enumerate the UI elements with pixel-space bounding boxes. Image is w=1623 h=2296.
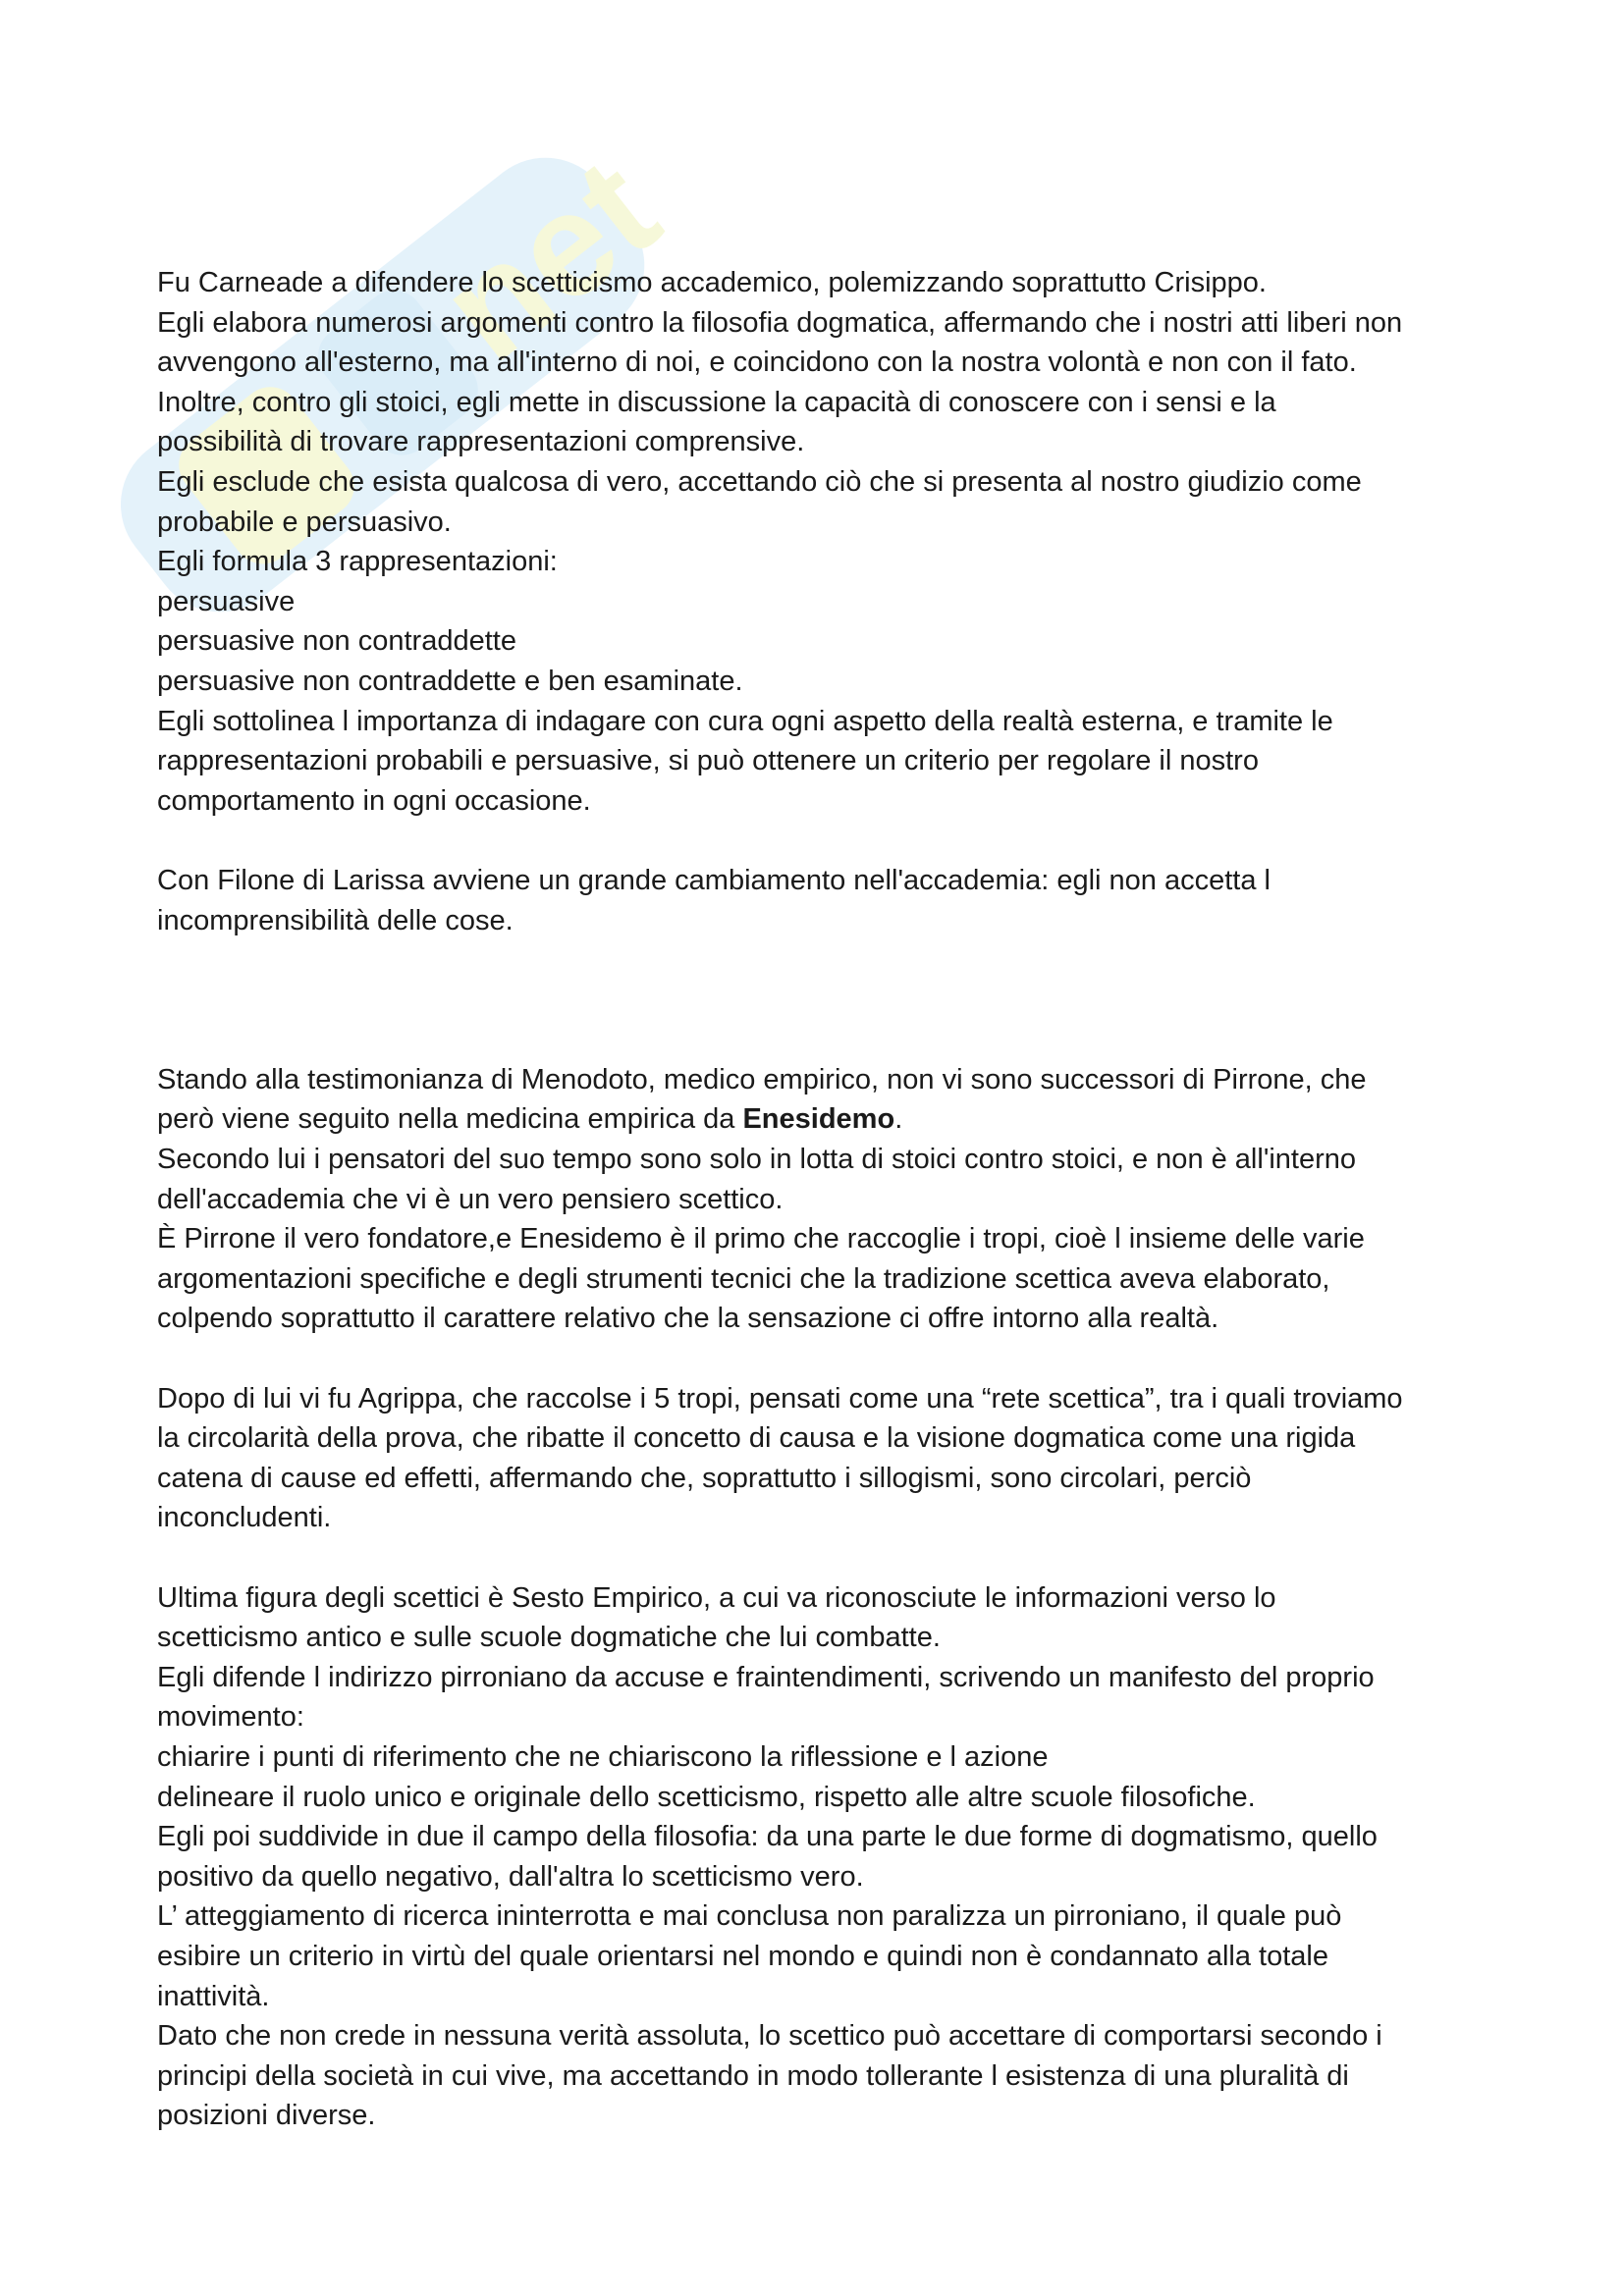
paragraph-agrippa — [157, 1379, 1492, 1538]
text-line: Egli poi suddivide in due il campo della filosofia: da una parte le due forme di dogmatismo, quello — [157, 1821, 1378, 1853]
text-line: probabile e persuasivo. — [157, 506, 452, 538]
text-line: inconcludenti. — [157, 1502, 332, 1534]
list-item: persuasive non contraddette — [157, 625, 516, 658]
bold-term: Enesidemo — [742, 1103, 895, 1136]
text-line: principi della società in cui vive, ma accettando in modo tollerante l esistenza di una pluralità di — [157, 2059, 1349, 2092]
watermark-brand-text: net — [410, 126, 687, 393]
paragraph-spacer — [157, 1339, 1492, 1379]
paragraph-sesto-empirico — [157, 1578, 1492, 2136]
text-line: rappresentazioni probabili e persuasive, si può ottenere un criterio per regolare il nostro — [157, 745, 1259, 777]
paragraph-spacer — [157, 821, 1492, 861]
text-line: L’ atteggiamento di ricerca ininterrotta e mai conclusa non paralizza un pirroniano, il quale può — [157, 1900, 1342, 1933]
text-segment: . — [894, 1103, 903, 1136]
text-line: Egli esclude che esista qualcosa di vero, accettando ciò che si presenta al nostro giudizio come — [157, 465, 1362, 498]
list-item: delineare il ruolo unico e originale dello scetticismo, rispetto alle altre scuole filosofiche. — [157, 1781, 1256, 1813]
text-line: Egli sottolinea l importanza di indagare con cura ogni aspetto della realtà esterna, e tramite le — [157, 705, 1333, 737]
list-item: persuasive non contraddette e ben esaminate. — [157, 665, 743, 697]
text-line: Egli formula 3 rappresentazioni: — [157, 546, 558, 578]
text-line: incomprensibilità delle cose. — [157, 904, 514, 936]
list-item: persuasive — [157, 585, 296, 617]
text-line: colpendo soprattutto il carattere relativo che la sensazione ci offre intorno alla realtà. — [157, 1303, 1219, 1335]
text-line: Dopo di lui vi fu Agrippa, che raccolse i 5 tropi, pensati come una “rete scettica”, tra i quali troviamo — [157, 1382, 1403, 1415]
text-line: dell'accademia che vi è un vero pensiero scettico. — [157, 1183, 784, 1215]
text-line: Inoltre, contro gli stoici, egli mette in discussione la capacità di conoscere con i sensi e la — [157, 386, 1276, 418]
text-line: Stando alla testimonianza di Menodoto, medico empirico, non vi sono successori di Pirrone, che — [157, 1063, 1367, 1095]
text-line: inattività. — [157, 1980, 270, 2012]
text-line: Con Filone di Larissa avviene un grande cambiamento nell'accademia: egli non accetta l — [157, 864, 1271, 896]
paragraph-spacer — [157, 1538, 1492, 1578]
text-line: Dato che non crede in nessuna verità assoluta, lo scettico può accettare di comportarsi secondo i — [157, 2020, 1382, 2053]
text-line: comportamento in ogni occasione. — [157, 784, 591, 817]
text-line: posizioni diverse. — [157, 2100, 376, 2132]
text-line — [157, 1099, 1492, 1140]
paragraph-enesidemo — [157, 1060, 1492, 1339]
text-line: scetticismo antico e sulle scuole dogmatiche che lui combatte. — [157, 1622, 941, 1654]
text-line: esibire un criterio in virtù del quale orientarsi nel mondo e quindi non è condannato alla totale — [157, 1940, 1328, 1972]
text-line: positivo da quello negativo, dall'altra lo scetticismo vero. — [157, 1860, 864, 1893]
text-line: avvengono all'esterno, ma all'interno di noi, e coincidono con la nostra volontà e non con il fato. — [157, 347, 1357, 379]
text-segment: però viene seguito nella medicina empirica da — [157, 1103, 743, 1136]
paragraph-carneade — [157, 263, 1492, 821]
text-line: la circolarità della prova, che ribatte il concetto di causa e la visione dogmatica come una rigida — [157, 1422, 1356, 1455]
text-line: Egli elabora numerosi argomenti contro la filosofia dogmatica, affermando che i nostri atti liberi non — [157, 306, 1403, 339]
text-line: Egli difende l indirizzo pirroniano da accuse e fraintendimenti, scrivendo un manifesto del proprio — [157, 1661, 1375, 1693]
text-line: Ultima figura degli scettici è Sesto Empirico, a cui va riconosciute le informazioni verso lo — [157, 1581, 1276, 1614]
text-line: È Pirrone il vero fondatore,e Enesidemo è il primo che raccoglie i tropi, cioè l insieme delle varie — [157, 1223, 1365, 1255]
text-line: argomentazioni specifiche e degli strumenti tecnici che la tradizione scettica aveva elaborato, — [157, 1262, 1330, 1295]
text-line: possibilità di trovare rappresentazioni comprensive. — [157, 426, 805, 458]
text-line: catena di cause ed effetti, affermando che, soprattutto i sillogismi, sono circolari, perciò — [157, 1462, 1252, 1494]
text-line: Secondo lui i pensatori del suo tempo sono solo in lotta di stoici contro stoici, e non è all'interno — [157, 1144, 1357, 1176]
paragraph-filone — [157, 861, 1492, 940]
text-line: movimento: — [157, 1701, 304, 1734]
list-item: chiarire i punti di riferimento che ne chiariscono la riflessione e l azione — [157, 1740, 1049, 1773]
document-body — [157, 263, 1492, 2136]
paragraph-spacer — [157, 940, 1492, 1060]
text-line: Fu Carneade a difendere lo scetticismo accademico, polemizzando soprattutto Crisippo. — [157, 267, 1267, 298]
